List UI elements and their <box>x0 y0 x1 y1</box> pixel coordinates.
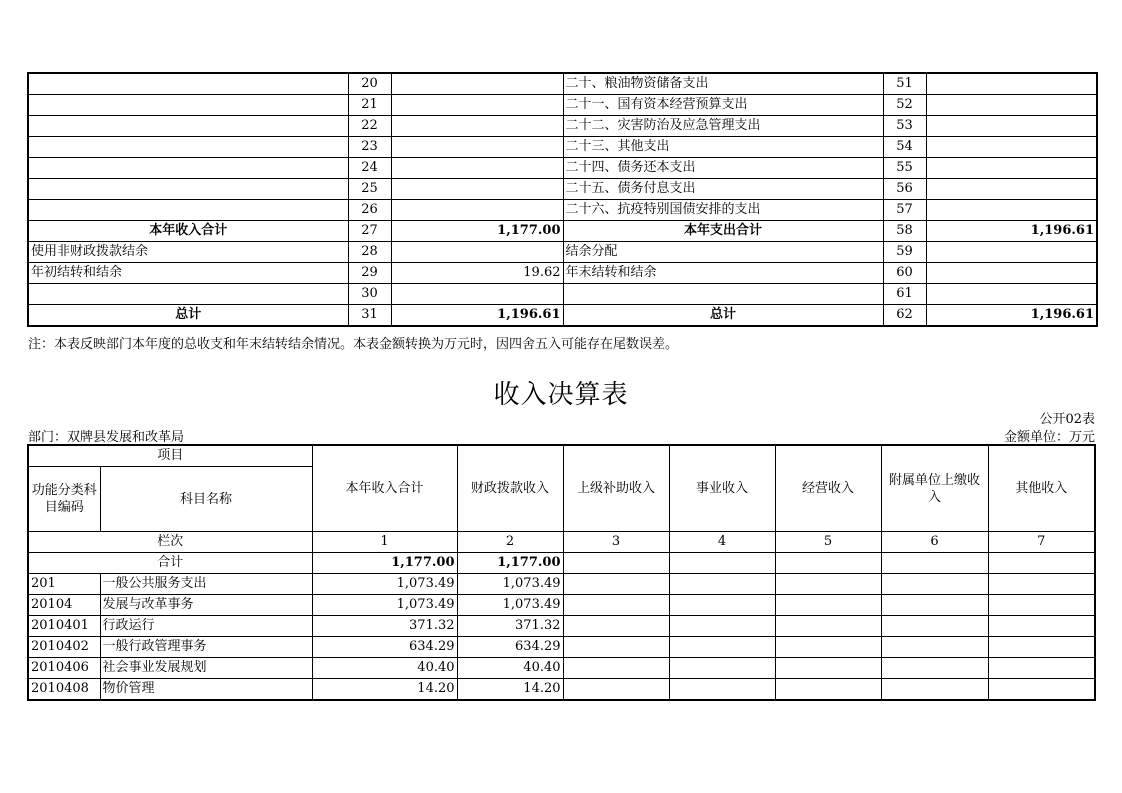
summary-left-label <box>28 137 348 158</box>
col-number-label: 栏次 <box>28 532 312 553</box>
summary-left-label: 总计 <box>28 305 348 327</box>
summary-left-value: 1,177.00 <box>391 221 563 242</box>
summary-left-value: 19.62 <box>391 263 563 284</box>
func-code-cell: 201 <box>28 574 100 595</box>
total-label: 合计 <box>28 553 312 574</box>
value-cell: 1,073.49 <box>312 574 457 595</box>
summary-left-no: 28 <box>348 242 391 263</box>
unit-label: 金额单位：万元 <box>1003 430 1095 445</box>
summary-left-label: 年初结转和结余 <box>28 263 348 284</box>
summary-left-no: 24 <box>348 158 391 179</box>
summary-table <box>27 72 1098 327</box>
func-code-cell: 20104 <box>28 595 100 616</box>
value-cell: 634.29 <box>457 637 563 658</box>
value-cell <box>669 595 775 616</box>
summary-left-label <box>28 95 348 116</box>
value-cell <box>775 595 881 616</box>
col-no-3: 3 <box>563 532 669 553</box>
col-header-4: 事业收入 <box>669 445 775 532</box>
col-no-2: 2 <box>457 532 563 553</box>
summary-left-label <box>28 284 348 305</box>
col-no-6: 6 <box>881 532 988 553</box>
summary-left-no: 31 <box>348 305 391 327</box>
value-cell: 1,073.49 <box>457 574 563 595</box>
subject-name-cell: 行政运行 <box>100 616 312 637</box>
summary-left-no: 29 <box>348 263 391 284</box>
value-cell: 40.40 <box>457 658 563 679</box>
summary-right-value <box>926 95 1097 116</box>
value-cell <box>988 679 1095 701</box>
col-no-1: 1 <box>312 532 457 553</box>
total-value <box>881 553 988 574</box>
summary-right-label: 二十、粮油物资储备支出 <box>563 73 883 95</box>
func-code-cell: 2010401 <box>28 616 100 637</box>
summary-right-label: 本年支出合计 <box>563 221 883 242</box>
summary-right-value <box>926 116 1097 137</box>
summary-right-label: 二十六、抗疫特别国债安排的支出 <box>563 200 883 221</box>
summary-left-value <box>391 116 563 137</box>
value-cell <box>881 679 988 701</box>
value-cell <box>563 595 669 616</box>
summary-right-no: 53 <box>883 116 926 137</box>
value-cell: 371.32 <box>457 616 563 637</box>
summary-right-value <box>926 263 1097 284</box>
item-header: 项目 <box>28 445 312 467</box>
summary-right-value <box>926 242 1097 263</box>
summary-right-no: 60 <box>883 263 926 284</box>
summary-row <box>28 95 1097 116</box>
summary-right-no: 57 <box>883 200 926 221</box>
summary-right-no: 59 <box>883 242 926 263</box>
summary-right-no: 55 <box>883 158 926 179</box>
page-title: 收入决算表 <box>493 380 629 410</box>
summary-left-no: 23 <box>348 137 391 158</box>
col-header-7: 其他收入 <box>988 445 1095 532</box>
summary-left-value: 1,196.61 <box>391 305 563 327</box>
col-header-3: 上级补助收入 <box>563 445 669 532</box>
summary-right-label <box>563 284 883 305</box>
value-cell: 1,073.49 <box>312 595 457 616</box>
value-cell <box>563 658 669 679</box>
summary-left-value <box>391 73 563 95</box>
col-no-7: 7 <box>988 532 1095 553</box>
summary-right-label: 结余分配 <box>563 242 883 263</box>
summary-right-label: 年末结转和结余 <box>563 263 883 284</box>
col-no-4: 4 <box>669 532 775 553</box>
summary-row <box>28 305 1097 327</box>
summary-left-value <box>391 242 563 263</box>
summary-row <box>28 242 1097 263</box>
summary-left-label: 使用非财政拨款结余 <box>28 242 348 263</box>
summary-right-value <box>926 200 1097 221</box>
summary-left-value <box>391 95 563 116</box>
summary-right-no: 62 <box>883 305 926 327</box>
summary-left-label <box>28 158 348 179</box>
summary-left-no: 26 <box>348 200 391 221</box>
summary-left-label <box>28 200 348 221</box>
value-cell <box>775 658 881 679</box>
total-value: 1,177.00 <box>312 553 457 574</box>
subject-name-cell: 发展与改革事务 <box>100 595 312 616</box>
total-value <box>775 553 881 574</box>
summary-right-label: 二十二、灾害防治及应急管理支出 <box>563 116 883 137</box>
subject-name-cell: 社会事业发展规划 <box>100 658 312 679</box>
summary-right-label: 二十一、国有资本经营预算支出 <box>563 95 883 116</box>
summary-right-no: 58 <box>883 221 926 242</box>
value-cell <box>669 574 775 595</box>
value-cell <box>881 616 988 637</box>
value-cell <box>881 595 988 616</box>
summary-right-no: 51 <box>883 73 926 95</box>
table-note: 注：本表反映部门本年度的总收支和年末结转结余情况。本表金额转换为万元时，因四舍五入可能存在尾数误差。 <box>28 337 679 352</box>
table-row <box>28 637 1095 658</box>
value-cell <box>881 658 988 679</box>
value-cell <box>775 616 881 637</box>
summary-right-value <box>926 179 1097 200</box>
func-code-cell: 2010402 <box>28 637 100 658</box>
value-cell <box>988 574 1095 595</box>
value-cell: 40.40 <box>312 658 457 679</box>
col-header-2: 财政拨款收入 <box>457 445 563 532</box>
subject-name-cell: 一般行政管理事务 <box>100 637 312 658</box>
value-cell <box>563 574 669 595</box>
summary-right-value <box>926 73 1097 95</box>
summary-left-value <box>391 284 563 305</box>
value-cell: 14.20 <box>457 679 563 701</box>
subject-name-cell: 物价管理 <box>100 679 312 701</box>
func-code-header: 功能分类科目编码 <box>28 467 100 532</box>
summary-row <box>28 263 1097 284</box>
summary-right-value: 1,196.61 <box>926 305 1097 327</box>
total-value <box>563 553 669 574</box>
summary-left-value <box>391 158 563 179</box>
summary-left-no: 21 <box>348 95 391 116</box>
summary-row <box>28 73 1097 95</box>
value-cell: 14.20 <box>312 679 457 701</box>
department-label: 部门：双牌县发展和改革局 <box>28 430 185 445</box>
func-code-cell: 2010408 <box>28 679 100 701</box>
value-cell <box>669 658 775 679</box>
income-table <box>27 444 1096 701</box>
value-cell <box>775 679 881 701</box>
summary-row <box>28 200 1097 221</box>
func-code-cell: 2010406 <box>28 658 100 679</box>
summary-left-no: 27 <box>348 221 391 242</box>
summary-left-value <box>391 137 563 158</box>
summary-right-value <box>926 158 1097 179</box>
summary-left-no: 22 <box>348 116 391 137</box>
value-cell <box>669 679 775 701</box>
value-cell <box>988 658 1095 679</box>
summary-right-value <box>926 284 1097 305</box>
summary-left-label <box>28 73 348 95</box>
value-cell <box>881 637 988 658</box>
col-header-6: 附属单位上缴收入 <box>881 445 988 532</box>
summary-row <box>28 158 1097 179</box>
summary-row <box>28 284 1097 305</box>
value-cell <box>988 637 1095 658</box>
summary-right-value: 1,196.61 <box>926 221 1097 242</box>
summary-right-no: 61 <box>883 284 926 305</box>
value-cell <box>775 574 881 595</box>
value-cell <box>563 679 669 701</box>
value-cell <box>669 637 775 658</box>
value-cell <box>881 574 988 595</box>
total-value: 1,177.00 <box>457 553 563 574</box>
subject-name-cell: 一般公共服务支出 <box>100 574 312 595</box>
summary-left-value <box>391 200 563 221</box>
col-header-5: 经营收入 <box>775 445 881 532</box>
value-cell <box>563 637 669 658</box>
summary-left-no: 20 <box>348 73 391 95</box>
table-row <box>28 616 1095 637</box>
value-cell: 1,073.49 <box>457 595 563 616</box>
summary-left-value <box>391 179 563 200</box>
summary-row <box>28 116 1097 137</box>
summary-right-label: 二十五、债务付息支出 <box>563 179 883 200</box>
value-cell: 371.32 <box>312 616 457 637</box>
table-code: 公开02表 <box>1039 412 1095 427</box>
value-cell: 634.29 <box>312 637 457 658</box>
summary-row <box>28 137 1097 158</box>
summary-left-no: 25 <box>348 179 391 200</box>
summary-right-no: 56 <box>883 179 926 200</box>
table-row <box>28 679 1095 701</box>
value-cell <box>988 616 1095 637</box>
summary-left-no: 30 <box>348 284 391 305</box>
value-cell <box>988 595 1095 616</box>
value-cell <box>669 616 775 637</box>
summary-right-label: 总计 <box>563 305 883 327</box>
table-row <box>28 595 1095 616</box>
total-value <box>988 553 1095 574</box>
summary-right-label: 二十四、债务还本支出 <box>563 158 883 179</box>
total-value <box>669 553 775 574</box>
table-row <box>28 574 1095 595</box>
summary-right-no: 54 <box>883 137 926 158</box>
col-header-1: 本年收入合计 <box>312 445 457 532</box>
table-row <box>28 658 1095 679</box>
col-no-5: 5 <box>775 532 881 553</box>
summary-left-label: 本年收入合计 <box>28 221 348 242</box>
value-cell <box>775 637 881 658</box>
summary-left-label <box>28 179 348 200</box>
summary-left-label <box>28 116 348 137</box>
summary-row <box>28 179 1097 200</box>
summary-right-label: 二十三、其他支出 <box>563 137 883 158</box>
summary-row <box>28 221 1097 242</box>
value-cell <box>563 616 669 637</box>
subject-name-header: 科目名称 <box>100 467 312 532</box>
summary-right-value <box>926 137 1097 158</box>
summary-right-no: 52 <box>883 95 926 116</box>
